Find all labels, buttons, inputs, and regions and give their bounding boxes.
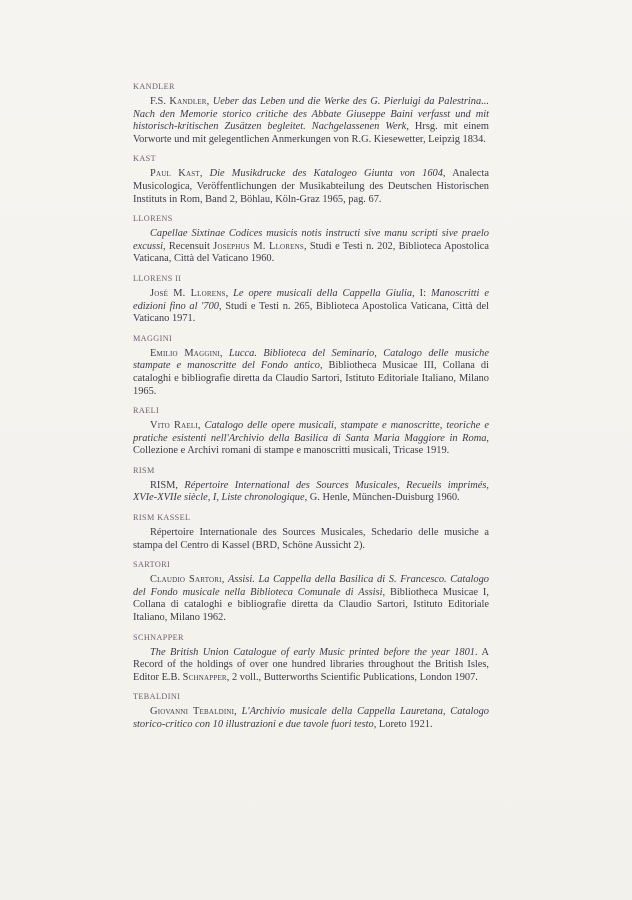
citation-text: , G. Henle, München-Duisburg 1960. xyxy=(304,492,460,504)
citation-title: Ueber das Leben und die Werke des G. Pierluigi da Palestrina... Nach den Memorie storico critiche des Abbate Giuseppe Baini verfasst und mit historisch-kritischen Zusätzen begleitet. Nachgelassenen Werk xyxy=(133,96,489,133)
citation-text: , xyxy=(225,287,234,299)
entry-citation xyxy=(133,168,489,206)
citation-author: Claudio Sartori xyxy=(150,574,222,586)
entry-key: LLORENS xyxy=(133,214,173,224)
citation-title: Catalogo delle opere musicali, stampate e manoscritte, teoriche e pratiche esistenti nell'Archivio della Basilica di Santa Maria Maggiore in Roma xyxy=(133,420,489,444)
citation-text: , Hrsg. mit einem Vorworte und mit gelegentlichen Anmerkungen von R.G. Kiesewetter, Leipzig 1834. xyxy=(133,121,489,145)
citation-text: . A Record of the holdings of over one hundred libraries throughout the British Isles, Editor E.B. xyxy=(133,646,489,683)
citation-text: , xyxy=(234,706,242,718)
citation-text: , xyxy=(221,574,228,586)
citation-author: Kandler xyxy=(169,96,207,107)
entry-key: MAGGINI xyxy=(133,333,173,343)
citation-author: Vito Raeli xyxy=(150,420,198,432)
entry-key: SARTORI xyxy=(133,560,171,570)
entry-citation xyxy=(133,96,489,146)
bibliography-entry xyxy=(133,692,489,731)
citation-text: , Loreto 1921. xyxy=(373,719,433,730)
citation-text: , xyxy=(197,420,205,432)
entry-citation xyxy=(133,480,489,505)
bibliography-entry xyxy=(133,406,489,458)
bibliography-entry xyxy=(133,154,489,206)
entry-citation xyxy=(133,288,489,326)
entry-key: KAST xyxy=(133,154,156,164)
citation-title: Lucca. Biblioteca del Seminario, Catalogo delle musiche stampate e manoscritte del Fondo antico xyxy=(133,347,489,372)
entry-citation xyxy=(133,706,489,731)
citation-title: L'Archivio musicale della Cappella Lauretana, Catalogo storico-critico con 10 illustrazioni e due tavole fuori testo xyxy=(133,706,489,730)
bibliography-list xyxy=(133,82,489,740)
citation-title: Assisi. La Cappella della Basilica di S. Francesco. Catalogo del Fondo musicale nella Biblioteca Comunale di Assisi xyxy=(133,574,489,598)
citation-text: , 2 voll., Butterworths Scientific Publications, London 1907. xyxy=(226,671,478,683)
citation-title: The British Union Catalogue of early Music printed before the year 1801 xyxy=(150,646,475,658)
citation-author: Josephus M. Llorens xyxy=(213,240,305,252)
citation-text: , Collezione e Archivi romani di stampe e manoscritti musicali, Tricase 1919. xyxy=(133,432,489,457)
citation-author: Paul Kast xyxy=(150,168,200,180)
entry-key: RISM xyxy=(133,465,155,475)
entry-citation xyxy=(133,647,489,685)
citation-text: , Studi e Testi n. 202, Biblioteca Apostolica Vaticana, Città del Vaticano 1960. xyxy=(133,240,489,265)
citation-text: Répertoire Internationale des Sources Musicales, Schedario delle musiche a stampa del Centro di Kassel (BRD, Schöne Aussicht 2). xyxy=(133,527,489,551)
entry-citation xyxy=(133,348,489,398)
citation-title: Die Musikdrucke des Katalogeo Giunta von 1604 xyxy=(209,168,443,180)
citation-text: , Studi e Testi n. 265, Biblioteca Apostolica Vaticana, Città del Vaticano 1971. xyxy=(133,300,489,325)
entry-key: LLORENS II xyxy=(133,273,182,283)
citation-author: Emilio Maggini xyxy=(150,347,220,359)
entry-key: TEBALDINI xyxy=(133,692,181,702)
entry-key: RISM KASSEL xyxy=(133,513,191,523)
entry-key: RAELI xyxy=(133,406,160,416)
citation-text: , xyxy=(206,96,213,107)
citation-title: Capellae Sixtinae Codices musicis notis instructi sive manu scripti sive praelo excussi xyxy=(133,228,489,252)
bibliography-entry xyxy=(133,334,489,398)
citation-text: , Recensuit xyxy=(163,240,214,252)
citation-author: Giovanni Tebaldini xyxy=(150,706,235,718)
citation-title: Le opere musicali della Cappella Giulia xyxy=(233,287,413,299)
citation-text: , Analecta Musicologica, Veröffentlichungen der Musikabteilung des Deutschen Historischen Instituts in Rom, Band 2, Böhlau, Köln-Graz 1965, pag. 67. xyxy=(133,168,490,205)
entry-citation xyxy=(133,420,489,458)
bibliography-entry xyxy=(133,513,489,552)
citation-text: , Bibliotheca Musicae I, Collana di cataloghi e bibliografie diretta da Claudio Sartori, Istituto Editoriale Italiano, Milano 1962. xyxy=(133,586,489,624)
bibliography-entry xyxy=(133,560,489,624)
bibliography-entry xyxy=(133,82,489,146)
bibliography-entry xyxy=(133,466,489,505)
citation-text: , I: xyxy=(412,287,431,299)
entry-key: KANDLER xyxy=(133,82,175,91)
bibliography-entry xyxy=(133,214,489,266)
citation-text: , xyxy=(219,347,229,359)
citation-title: Répertoire International des Sources Musicales, Recueils imprimés, XVIe-XVIIe siècle, I, Liste chronologique xyxy=(133,479,489,504)
bibliography-entry xyxy=(133,274,489,326)
entry-citation xyxy=(133,574,489,624)
citation-text: , Bibliotheca Musicae III, Collana di cataloghi e bibliografie diretta da Claudio Sartori, Istituto Editoriale Italiano, Milano 1965. xyxy=(133,360,489,397)
citation-text: F.S. xyxy=(150,96,170,107)
citation-title: Manoscritti e edizioni fino al '700 xyxy=(133,287,489,312)
bibliography-entry xyxy=(133,633,489,685)
entry-citation xyxy=(133,527,489,552)
citation-text: , xyxy=(199,168,210,180)
citation-author: José M. Llorens xyxy=(150,287,226,299)
citation-text: RISM, xyxy=(150,479,185,491)
entry-key: SCHNAPPER xyxy=(133,632,184,642)
entry-citation xyxy=(133,228,489,266)
citation-author: Schnapper xyxy=(182,671,227,683)
